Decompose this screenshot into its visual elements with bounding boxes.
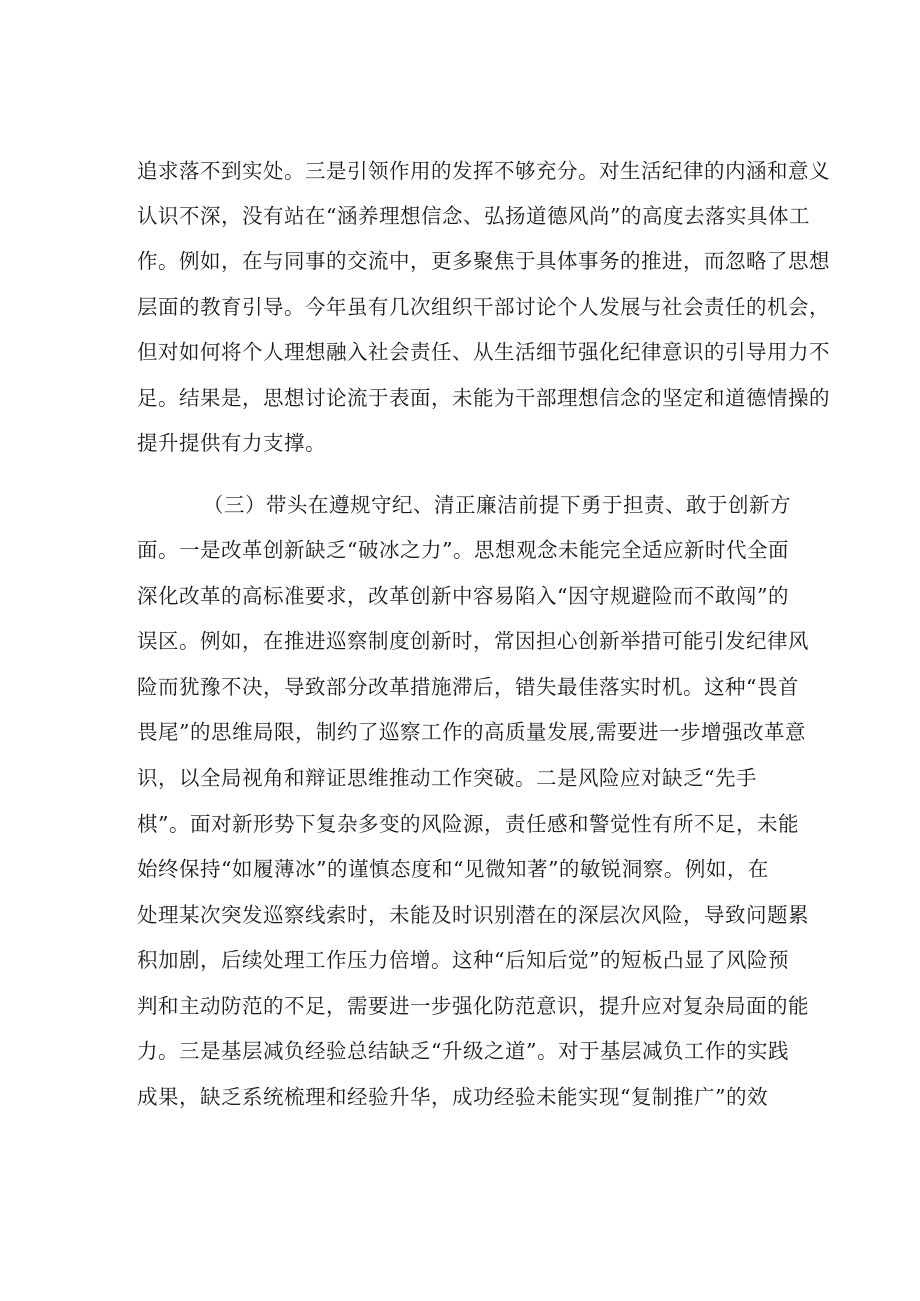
paragraph2-heading-line: （三）带头在遵规守纪、清正廉洁前提下勇于担责、敢于创新方 [203,493,791,517]
paragraph1-line-2: 认识不深，没有站在“涵养理想信念、弘扬道德风尚”的高度去落实具体工 [137,204,810,228]
paragraph1-line-5: 但对如何将个人理想融入社会责任、从生活细节强化纪律意识的引导用力不 [137,340,830,364]
paragraph1-line-6: 足。结果是，思想讨论流于表面，未能为干部理想信念的坚定和道德情操的 [137,386,830,410]
paragraph2-line-9: 始终保持“如履薄冰”的谨慎态度和“见微知著”的敏锐洞察。例如，在 [137,857,769,881]
paragraph2-line-11: 积加剧，后续处理工作压力倍增。这种“后知后觉”的短板凸显了风险预 [137,948,789,972]
paragraph1-line-4: 层面的教育引导。今年虽有几次组织干部讨论个人发展与社会责任的机会， [137,295,830,319]
paragraph1-line-7: 提升提供有力支撑。 [137,431,326,455]
paragraph2-line-4: 误区。例如，在推进巡察制度创新时，常因担心创新举措可能引发纪律风 [137,629,809,653]
paragraph2-line-3: 深化改革的高标准要求，改革创新中容易陷入“因守规避险而不敢闯”的 [137,584,789,608]
paragraph2-line-5: 险而犹豫不决，导致部分改革措施滞后，错失最佳落实时机。这种“畏首 [137,675,799,699]
paragraph2-line-10: 处理某次突发巡察线索时，未能及时识别潜在的深层次风险，导致问题累 [137,903,809,927]
paragraph2-line-7: 识，以全局视角和辩证思维推动工作突破。二是风险应对缺乏“先手 [137,766,757,790]
paragraph2-line-13: 力。三是基层减负经验总结缺乏“升级之道”。对于基层减负工作的实践 [137,1039,789,1063]
paragraph2-line-2: 面。一是改革创新缺乏“破冰之力”。思想观念未能完全适应新时代全面 [137,538,789,562]
paragraph2-line-6: 畏尾”的思维局限，制约了巡察工作的高质量发展,需要进一步增强改革意 [137,720,806,744]
paragraph2-line-12: 判和主动防范的不足，需要进一步强化防范意识，提升应对复杂局面的能 [137,994,809,1018]
paragraph1-line-3: 作。例如，在与同事的交流中，更多聚焦于具体事务的推进，而忽略了思想 [137,249,830,273]
paragraph1-line-1: 追求落不到实处。三是引领作用的发挥不够充分。对生活纪律的内涵和意义 [137,159,830,183]
paragraph2-line-14: 成果，缺乏系统梳理和经验升华，成功经验未能实现“复制推广”的效 [137,1085,768,1109]
paragraph2-line-8: 棋”。面对新形势下复杂多变的风险源，责任感和警觉性有所不足，未能 [137,812,799,836]
